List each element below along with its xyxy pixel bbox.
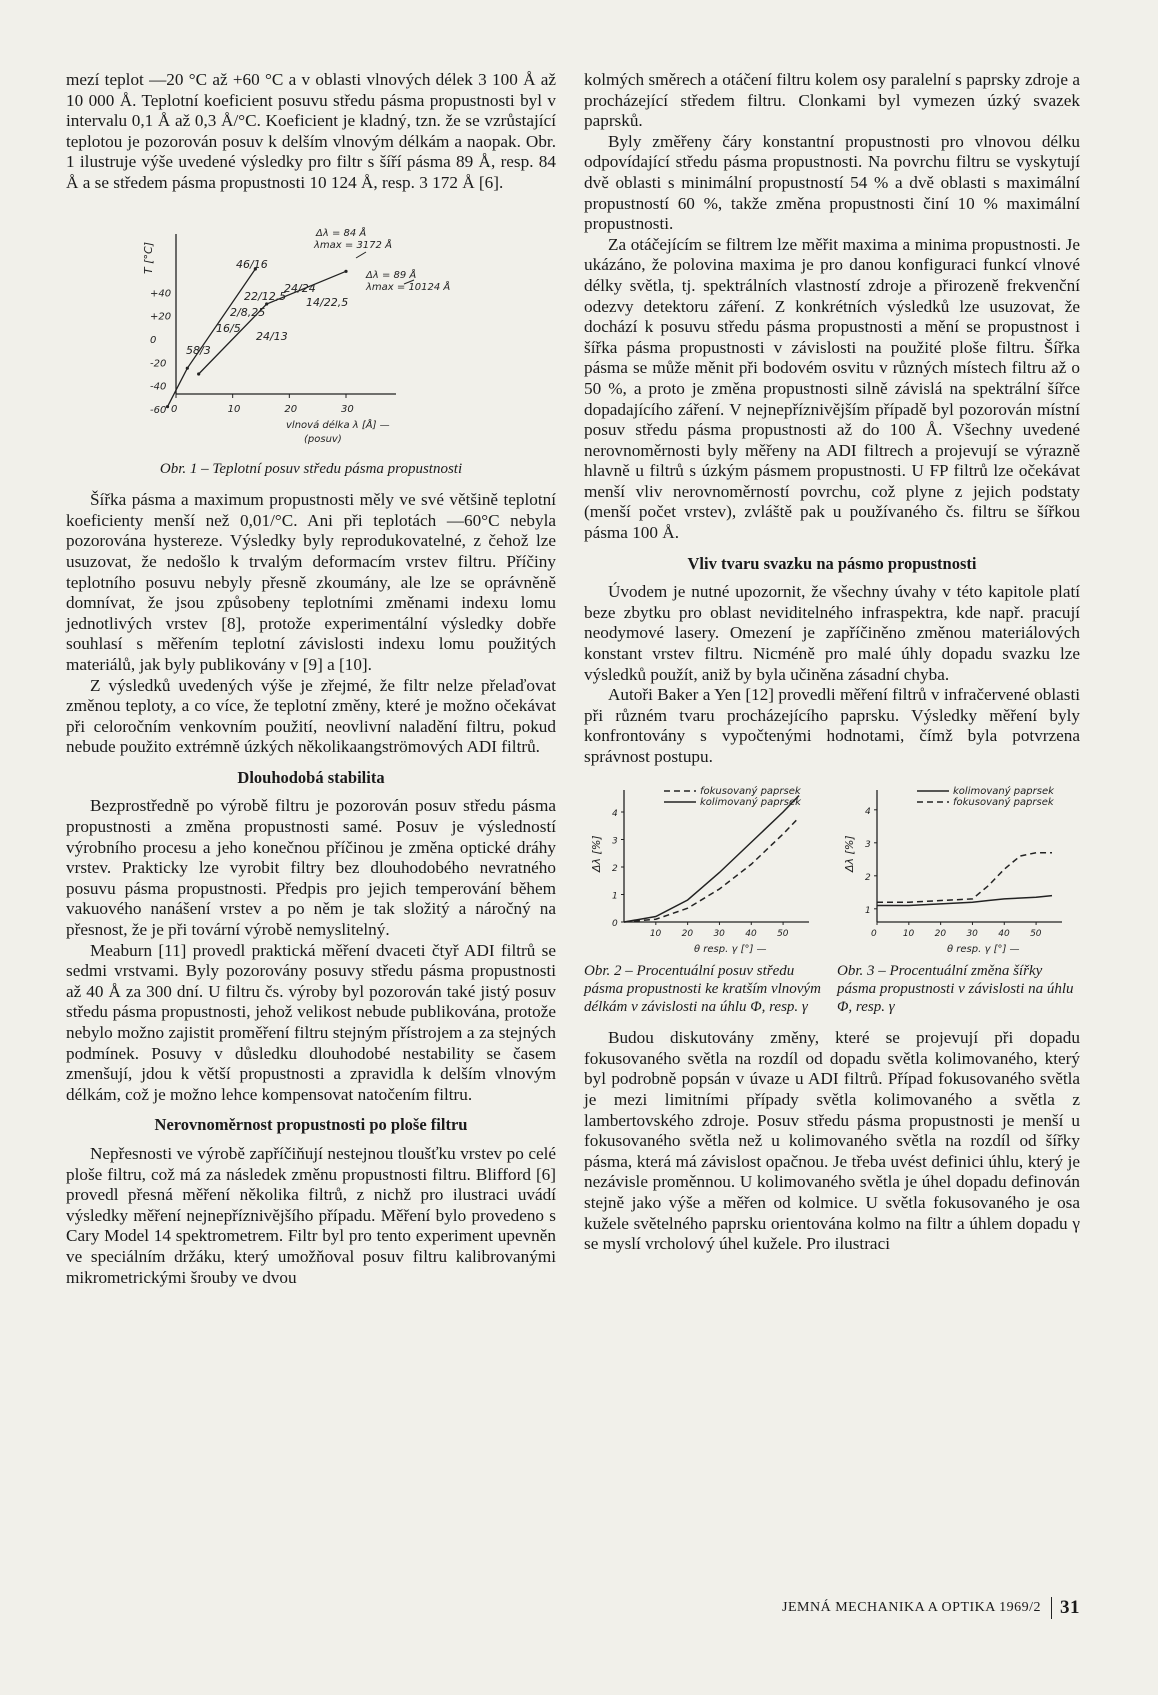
- annotation: λmax = 10124 Å: [366, 281, 451, 293]
- paragraph: Z výsledků uvedených výše je zřejmé, že filtr nelze přelaďovat změnou teploty, a co více, že teplotní změny, které je možno očekávat při celoročním venkovním použití, neovlivní naladění filtru, pokud nebude použito extrémně úzkých několikaangströmových ADI filtrů.: [66, 675, 556, 757]
- figure-2-chart: [584, 782, 827, 957]
- x-axis-label: θ resp. γ [°] —: [947, 943, 1020, 955]
- y-tick-label: 3: [612, 836, 618, 847]
- x-tick-label: 0: [171, 403, 178, 415]
- y-axis-label: Δλ [%]: [590, 835, 603, 872]
- legend-label: kolimovaný paprsek: [953, 785, 1054, 797]
- figure-1: [66, 204, 556, 479]
- x-tick-label: 0: [871, 928, 877, 939]
- x-tick-label: 30: [341, 403, 354, 415]
- y-tick-label: 3: [865, 839, 871, 850]
- series-line-2: [624, 795, 799, 922]
- data-point: [186, 366, 189, 369]
- y-tick-label: 2: [865, 872, 871, 883]
- x-tick-label: 20: [934, 928, 947, 939]
- paragraph: Byly změřeny čáry konstantní propustnosti pro vlnovou délku odpovídající středu pásma propustnosti. Na povrchu filtru se vyskytují dvě oblasti s minimální propustností 54 % a dvě oblasti s maximální propustností 60 %, takže změna propustnosti činí 10 % maximální propustnosti.: [584, 131, 1080, 234]
- annotation: Δλ = 84 Å: [316, 227, 367, 239]
- paragraph: Autoři Baker a Yen [12] provedli měření filtrů v infračervené oblasti při různém tvaru procházejícího paprsku. Výsledky měření byly konfrontovány s vypočtenými hodnotami, čímž byla potvrzena správnost postupu.: [584, 685, 1080, 766]
- y-tick-label: 0: [612, 918, 618, 929]
- x-tick-label: 40: [998, 928, 1010, 939]
- y-tick-label: -40: [150, 381, 167, 393]
- page-number: 31: [1051, 1597, 1080, 1619]
- paragraph: Budou diskutovány změny, které se projevují při dopadu fokusovaného světla na rozdíl od dopadu světla kolimovaného, který byl podrobně popsán v úvaze u ADI filtrů. Případ fokusovaného světla je mezi limitními případy světla kolimovaného a světla z lambertovského zdroje. Posuv středu pásma propustnosti je menší u fokusovaného světla než u kolimovaného světla na rozdíl od šířky pásma, která má závislost opačnou. Je třeba uvést definici úhlu, který je nezávisle proměnnou. U kolimovaného světla je úhel dopadu definován stejně jako výše a měřen od kolmice. U světla fokusovaného je osa kužele světelného paprsku orientována kolmo na filtr a úhlem dopadu γ se myslí vrcholový úhel kužele. Pro ilustraci: [584, 1028, 1080, 1254]
- x-axis-sublabel: (posuv): [304, 433, 342, 445]
- right-column: [584, 70, 1080, 1255]
- legend-label: fokusovaný paprsek: [700, 785, 801, 797]
- section-heading: Dlouhodobá stabilita: [237, 767, 385, 787]
- x-axis-label: θ resp. γ [°] —: [694, 943, 767, 955]
- annotation: 24/13: [256, 329, 288, 343]
- x-tick-label: 30: [713, 928, 725, 939]
- paragraph: mezí teplot —20 °C až +60 °C a v oblasti vlnových délek 3 100 Å až 10 000 Å. Teplotní koeficient posuvu středu pásma propustnosti byl v intervalu 0,1 Å až 0,3 Å/°C. Koeficient je kladný, tzn. že se vzrůstající teplotou je pozorován posuv k delším vlnovým délkám a naopak. Obr. 1 ilustruje výše uvedené výsledky pro filtr s šíří pásma 89 Å, resp. 84 Å a se středem pásma propustnosti 10 124 Å, resp. 3 172 Å [6].: [66, 70, 556, 192]
- left-column: [66, 70, 556, 1288]
- annotation: 24/24: [284, 281, 316, 295]
- page-footer: [782, 1597, 1080, 1619]
- y-tick-label: -20: [150, 357, 167, 369]
- x-tick-label: 40: [745, 928, 757, 939]
- y-tick-label: 0: [150, 334, 157, 346]
- paragraph: Za otáčejícím se filtrem lze měřit maxima a minima propustnosti. Je ukázáno, že polovina maxima je pro danou konfiguraci funkcí vlnové délky světla, tj. spektrálních vlastností zdroje a přirozeně frekvenční odezvy detektoru záření. Z konkrétních výsledků lze usuzovat, že dochází k posuvu středu pásma propustnosti a mění se propustnost i šířka pásma propustnosti v závislosti na použité ploše filtru. Šířka pásma se může měnit při bodovém osvitu v různých místech filtru až o 50 %, a proto je změna propustnosti silně závislá na spektrální šířce dopadajícího záření. V nejnepříznivějším případě byl pozorován místní posuv středu pásma propustnosti až do 100 Å. Všechny uvedené nerovnoměrnosti byly měřeny na ADI filtrech a projevují se výrazně hlavně u filtrů s úzkým pásmem propustnosti. U FP filtrů lze očekávat menší vliv nerovnoměrností povrchu, což plyne z jejich podstaty (menší počet vrstev), zvláště pak u používaného čs. filtru se šířkou pásma 100 Å.: [584, 234, 1080, 543]
- x-tick-label: 10: [227, 403, 241, 415]
- series-line-1: [624, 817, 799, 922]
- paragraph: Bezprostředně po výrobě filtru je pozorován posuv středu pásma propustnosti a změna propustnosti samé. Posuv je výsledností výrobního procesu a jeho konečnou příčinou je změna optické dráhy vrstev. Prakticky lze vyrobit filtry bez dlouhodobého nevratného posuvu pásma propustnosti. Předpis pro jejich temperování během vakuového nanášení vrstev a po něm je tak složitý a náročný na přesnost, že je při tovární výrobě nemyslitelný.: [66, 796, 556, 940]
- y-axis-label: Δλ [%]: [843, 835, 856, 872]
- x-axis-label: vlnová délka λ [Å] —: [286, 419, 390, 431]
- paragraph: Úvodem je nutné upozornit, že všechny úvahy v této kapitole platí beze zbytku pro oblast neviditelného infraspektra, kde např. pracují neodymové lasery. Omezení je zapříčiněno změnou materiálových konstant vrstev filtru. Nicméně pro malé úhly dopadu svazku lze výsledků použít, aniž by byla učiněna zásadní chyba.: [584, 582, 1080, 684]
- series-line-2: [877, 852, 1052, 902]
- y-tick-label: -60: [150, 404, 167, 416]
- y-tick-label: +40: [150, 287, 172, 299]
- x-tick-label: 10: [649, 928, 662, 939]
- annotation-arrow: [356, 252, 366, 258]
- figure-3-caption: Obr. 3 – Procentuální změna šířky pásma propustnosti v závislosti na úhlu Φ, resp. γ: [837, 963, 1074, 1016]
- series-line-1: [168, 269, 256, 407]
- paragraph: kolmých směrech a otáčení filtru kolem osy paralelní s paprsky zdroje a procházející středem filtru. Clonkami byl vymezen úzký svazek paprsků.: [584, 70, 1080, 131]
- annotation: 46/16: [236, 257, 268, 271]
- x-tick-label: 20: [284, 403, 298, 415]
- series-line-1: [877, 895, 1052, 905]
- data-point: [197, 372, 200, 375]
- annotation: λmax = 3172 Å: [314, 239, 392, 251]
- data-point: [166, 405, 169, 408]
- annotation: 14/22,5: [306, 295, 349, 309]
- figure-1-chart: [66, 204, 556, 449]
- figure-2-caption: Obr. 2 – Procentuální posuv středu pásma propustnosti ke kratším vlnovým délkám v závislosti na úhlu Φ, resp. γ: [584, 963, 821, 1016]
- y-tick-label: 1: [865, 905, 871, 916]
- annotation: 58/3: [186, 343, 211, 357]
- y-axis-label: T [°C]: [142, 241, 155, 274]
- x-tick-label: 20: [681, 928, 694, 939]
- paragraph: Šířka pásma a maximum propustnosti měly ve své většině teplotní koeficienty menší než 0,01/°C. Ani při teplotách —60°C nebyla pozorována hystereze. Výsledky byly reprodukovatelné, z čehož lze usuzovat, že nedošlo k trvalým deformacím vrstev filtru. Příčiny teplotního posuvu nebyly přesně zkoumány, ale lze se oprávněně domnívat, že jsou způsobeny teplotními změnami indexu lomu jednotlivých vrstev [8], protože experimentální výsledky dobře souhlasí s měřením teplotní závislosti indexu lomu použitých materiálů, jak byly publikovány v [9] a [10].: [66, 490, 556, 674]
- figure-2: [584, 782, 827, 1017]
- paragraph: Nepřesnosti ve výrobě zapříčiňují nestejnou tloušťku vrstev po celé ploše filtru, což má za následek změnu propustnosti filtru. Blifford [6] provedl přesná měření několika filtrů, z nichž pro ilustraci uvádí výsledky měření nejnepříznivějšího případu. Měření bylo provedeno s Cary Model 14 spektrometrem. Filtr byl pro tento experiment upevněn ve speciálním držáku, který umožňoval posuv filtru kalibrovanými mikrometrickými šrouby ve dvou: [66, 1143, 556, 1287]
- annotation: 22/12,5: [244, 289, 287, 303]
- x-tick-label: 50: [1030, 928, 1042, 939]
- paragraph: Meaburn [11] provedl praktická měření dvaceti čtyř ADI filtrů se sedmi vrstvami. Byly pozorovány posuvy středu pásma propustnosti až 40 Å za 300 dní. U filtru čs. výroby byl pozorován také jistý posuv středu pásma propustnosti, jehož velikost nebude publikována, protože nebylo možno zajistit proměření filtru stejným přístrojem a za stejných podmínek. Posuvy v důsledku dlouhodobé nestability se časem zmenšují, jdou k větší propustnosti a zpravidla k delším vlnovým délkám, což je možno lehce kompensovat natočením filtru.: [66, 940, 556, 1104]
- legend-label: kolimovaný paprsek: [700, 796, 801, 808]
- x-tick-label: 50: [777, 928, 789, 939]
- y-tick-label: 4: [612, 808, 618, 819]
- figure-3: [837, 782, 1080, 1017]
- y-tick-label: 4: [865, 806, 871, 817]
- figures-2-3: [584, 782, 1080, 1017]
- y-tick-label: +20: [150, 311, 172, 323]
- section-heading: Vliv tvaru svazku na pásmo propustnosti: [687, 553, 977, 573]
- x-tick-label: 30: [966, 928, 978, 939]
- y-tick-label: 2: [612, 863, 618, 874]
- y-tick-label: 1: [612, 891, 618, 902]
- annotation: 16/5: [216, 321, 241, 335]
- annotation: 2/8,25: [230, 305, 266, 319]
- annotation: Δλ = 89 Å: [366, 269, 417, 281]
- x-tick-label: 10: [902, 928, 915, 939]
- journal-name: JEMNÁ MECHANIKA A OPTIKA 1969/2: [782, 1600, 1041, 1615]
- legend-label: fokusovaný paprsek: [953, 796, 1054, 808]
- figure-3-chart: [837, 782, 1080, 957]
- figure-1-caption: Obr. 1 – Teplotní posuv středu pásma propustnosti: [159, 461, 463, 478]
- data-point: [344, 269, 347, 272]
- section-heading: Nerovnoměrnost propustnosti po ploše filtru: [154, 1115, 468, 1135]
